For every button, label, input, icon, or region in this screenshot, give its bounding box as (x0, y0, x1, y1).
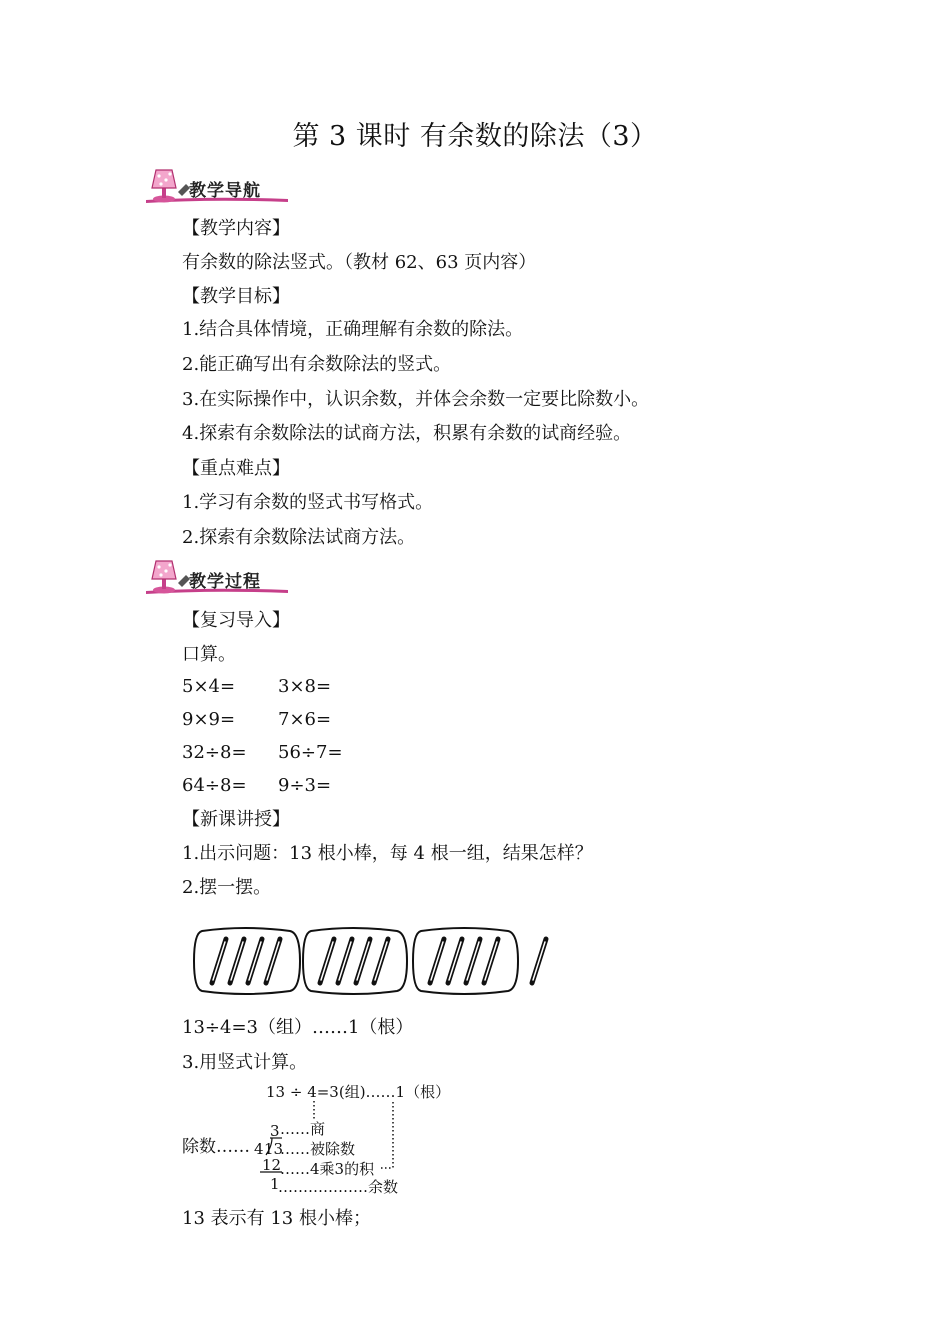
goal-2: 2.能正确写出有余数除法的竖式。 (182, 354, 452, 375)
calc-item: 7×6= (278, 709, 332, 730)
calc-item: 3×8= (278, 676, 332, 697)
step-2: 2.摆一摆。 (182, 877, 272, 898)
goal-4: 4.探索有余数除法的试商方法，积累有余数的试商经验。 (182, 423, 632, 444)
calc-item: 64÷8= (182, 775, 247, 796)
last-line: 13 表示有 13 根小棒； (182, 1208, 371, 1229)
goal-3: 3.在实际操作中，认识余数，并体会余数一定要比除数小。 (182, 389, 650, 410)
calc-item: 32÷8= (182, 742, 247, 763)
heading-content: 【教学内容】 (182, 218, 290, 239)
key-2: 2.探索有余数除法试商方法。 (182, 527, 416, 548)
calc-item: 56÷7= (278, 742, 343, 763)
section-badge-process (142, 557, 292, 601)
heading-new: 【新课讲授】 (182, 809, 290, 830)
divisor-label: 除数…… (182, 1137, 250, 1157)
product-label: ……4乘3的积 (280, 1160, 375, 1178)
calc-item: 9×9= (182, 709, 236, 730)
section-title-guide: 教学导航 (189, 181, 261, 201)
result-text: 13÷4=3（组）……1（根） (182, 1017, 414, 1038)
division-equation: 13 ÷ 4=3(组)……1（根） (266, 1083, 451, 1101)
heading-goals: 【教学目标】 (182, 286, 290, 307)
calc-item: 9÷3= (278, 775, 332, 796)
content-text: 有余数的除法竖式。（教材 62、63 页内容） (182, 252, 537, 273)
step-3: 3.用竖式计算。 (182, 1052, 308, 1073)
remainder-label: ………………余数 (278, 1178, 399, 1196)
dividend-label: ……被除数 (280, 1140, 356, 1158)
key-1: 1.学习有余数的竖式书写格式。 (182, 492, 434, 513)
product: 12 (262, 1156, 282, 1174)
goal-1: 1.结合具体情境，正确理解有余数的除法。 (182, 319, 524, 340)
remainder: 1 (270, 1175, 280, 1193)
section-title-process: 教学过程 (189, 572, 261, 592)
quotient: 3 (270, 1122, 280, 1140)
heading-review: 【复习导入】 (182, 610, 290, 631)
heading-key: 【重点难点】 (182, 458, 290, 479)
long-division-diagram (180, 1080, 450, 1198)
step-1: 1.出示问题：13 根小棒，每 4 根一组，结果怎样？ (182, 843, 593, 864)
dividend: 13 (264, 1140, 284, 1158)
page-title: 第 3 课时 有余数的除法（3） (292, 121, 658, 152)
stick-groups-illustration (190, 925, 560, 997)
calc-item: 5×4= (182, 676, 236, 697)
section-badge-guide (142, 166, 292, 210)
quotient-label: ……商 (280, 1120, 326, 1138)
oral-text: 口算。 (182, 644, 236, 665)
divisor: 4 (254, 1140, 264, 1158)
